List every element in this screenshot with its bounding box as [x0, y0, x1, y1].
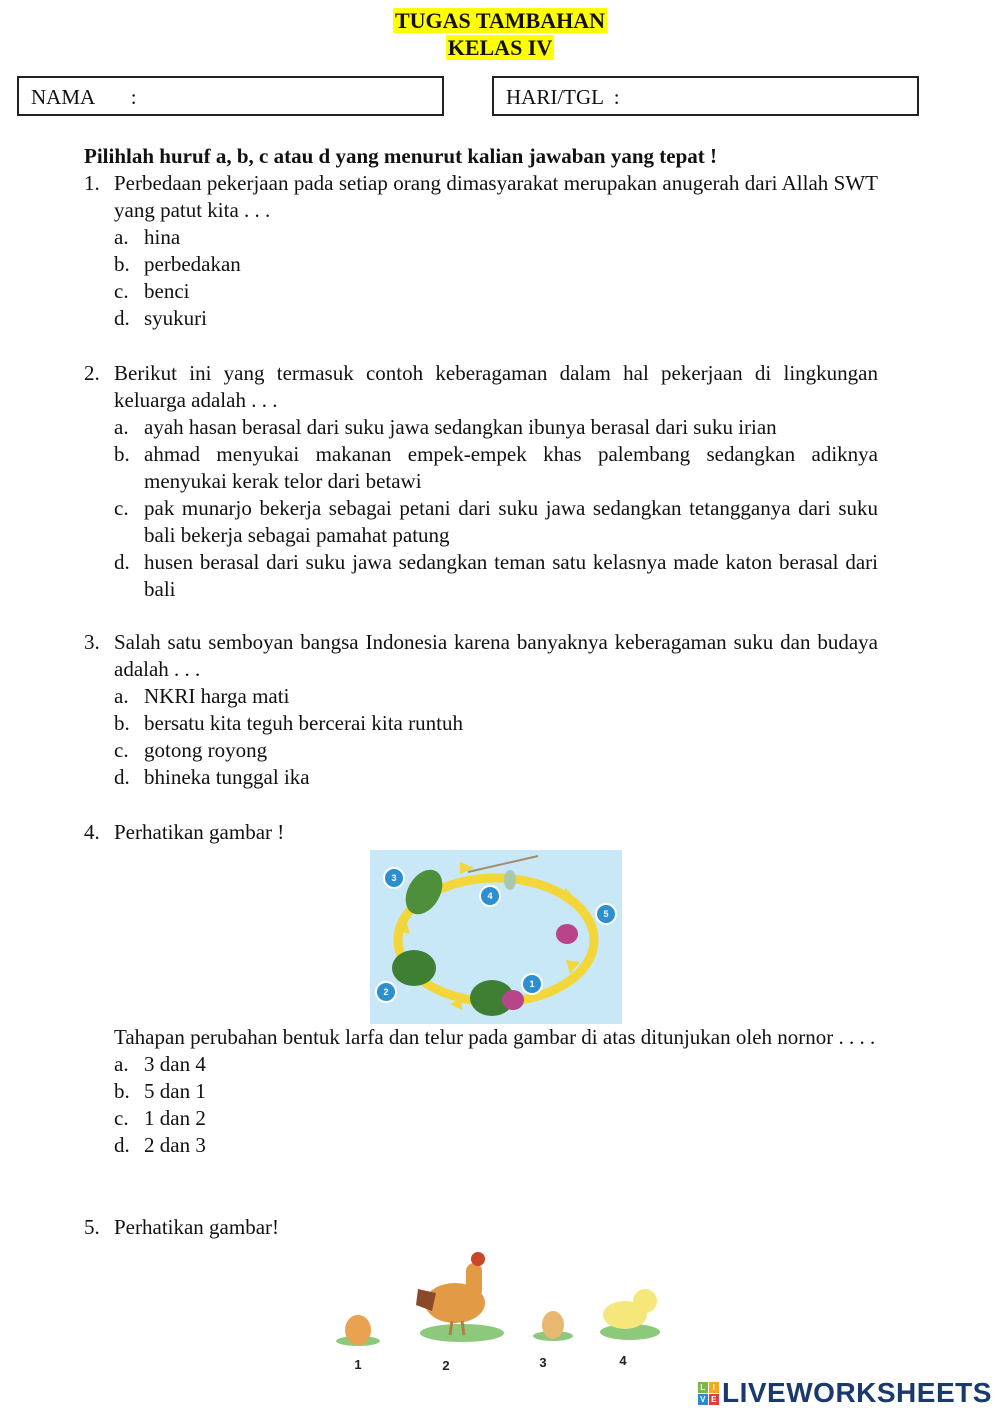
q-number: 5.: [84, 1215, 100, 1239]
option-b[interactable]: [114, 441, 878, 495]
q-number: 3.: [84, 630, 100, 654]
option-d[interactable]: [114, 1132, 878, 1159]
question-2: [84, 360, 878, 603]
question-3: [84, 629, 878, 791]
option-d[interactable]: [114, 305, 878, 332]
opt-letter: d.: [114, 765, 130, 789]
q-number: 2.: [84, 361, 100, 385]
q-text: Perhatikan gambar !: [114, 820, 285, 844]
question-5: [84, 1214, 878, 1241]
instruction: Pilihlah huruf a, b, c atau d yang menurut kalian jawaban yang tepat !: [84, 144, 718, 168]
opt-letter: a.: [114, 415, 129, 439]
opt-letter: b.: [114, 442, 130, 466]
opt-letter: a.: [114, 1052, 129, 1076]
q-text: Perhatikan gambar!: [114, 1215, 280, 1239]
logo-letter: V: [698, 1394, 708, 1405]
opt-text: syukuri: [144, 306, 207, 330]
opt-letter: a.: [114, 684, 129, 708]
q-text: Perbedaan pekerjaan pada setiap orang dimasyarakat merupakan anugerah dari Allah SWT yang patut kita . . .: [114, 171, 878, 222]
opt-letter: d.: [114, 1133, 130, 1157]
option-a[interactable]: [114, 414, 878, 441]
title-text: TUGAS TAMBAHAN: [394, 8, 606, 33]
q-number: 4.: [84, 820, 100, 844]
option-b[interactable]: [114, 710, 878, 737]
option-c[interactable]: [114, 737, 878, 764]
label-1: 1: [529, 979, 535, 989]
question-4: [84, 819, 878, 846]
option-a[interactable]: [114, 224, 878, 251]
label-4: 4: [619, 1353, 627, 1368]
question-1: [84, 170, 878, 332]
label-5: 5: [603, 909, 609, 919]
option-c[interactable]: [114, 278, 878, 305]
opt-letter: b.: [114, 1079, 130, 1103]
label-3: 3: [391, 873, 397, 883]
option-c[interactable]: [114, 495, 878, 549]
opt-text: 5 dan 1: [144, 1079, 206, 1103]
opt-letter: b.: [114, 252, 130, 276]
opt-text: benci: [144, 279, 190, 303]
option-b[interactable]: [114, 1078, 878, 1105]
q-followup-text: Tahapan perubahan bentuk larfa dan telur pada gambar di atas ditunjukan oleh nornor . . . .: [114, 1025, 876, 1049]
opt-letter: d.: [114, 306, 130, 330]
option-d[interactable]: [114, 549, 878, 603]
label-2: 2: [442, 1358, 450, 1373]
opt-text: bersatu kita teguh bercerai kita runtuh: [144, 711, 463, 735]
logo-icon: [698, 1382, 719, 1405]
logo-letter: E: [709, 1394, 719, 1405]
option-a[interactable]: [114, 1051, 878, 1078]
opt-letter: b.: [114, 711, 130, 735]
question-4-followup: [84, 1024, 878, 1159]
opt-text: NKRI harga mati: [144, 684, 290, 708]
opt-text: 3 dan 4: [144, 1052, 206, 1076]
opt-text: bhineka tunggal ika: [144, 765, 310, 789]
opt-text: pak munarjo bekerja sebagai petani dari suku jawa sedangkan tetangganya dari suku bali bekerja sebagai pamahat patung: [144, 496, 878, 547]
label-2: 2: [383, 987, 389, 997]
logo-letter: L: [698, 1382, 708, 1393]
q-text: Berikut ini yang termasuk contoh keberagaman dalam hal pekerjaan di lingkungan keluarga adalah . . .: [114, 361, 878, 412]
label-4: 4: [487, 891, 493, 901]
chicken-lifecycle-image: [320, 1245, 670, 1375]
opt-text: gotong royong: [144, 738, 268, 762]
option-b[interactable]: [114, 251, 878, 278]
q-text: Salah satu semboyan bangsa Indonesia karena banyaknya keberagaman suku dan budaya adalah . . .: [114, 630, 878, 681]
opt-text: 2 dan 3: [144, 1133, 206, 1157]
opt-letter: c.: [114, 279, 129, 303]
q-number: 1.: [84, 171, 100, 195]
opt-text: perbedakan: [144, 252, 241, 276]
opt-letter: d.: [114, 550, 130, 574]
hatching-chick: [542, 1311, 564, 1339]
class-text: KELAS IV: [447, 35, 553, 60]
option-c[interactable]: [114, 1105, 878, 1132]
option-a[interactable]: [114, 683, 878, 710]
logo-letter: I: [709, 1382, 719, 1393]
egg: [345, 1315, 371, 1345]
opt-letter: c.: [114, 1106, 129, 1130]
opt-text: 1 dan 2: [144, 1106, 206, 1130]
opt-text: hina: [144, 225, 181, 249]
option-d[interactable]: [114, 764, 878, 791]
name-field[interactable]: NAMA :: [17, 76, 444, 116]
liveworksheets-logo: [698, 1377, 992, 1409]
label-1: 1: [354, 1357, 362, 1372]
opt-text: ahmad menyukai makanan empek-empek khas palembang sedangkan adiknya menyukai kerak telor dari betawi: [144, 442, 878, 493]
opt-text: ayah hasan berasal dari suku jawa sedangkan ibunya berasal dari suku irian: [144, 415, 777, 439]
opt-text: husen berasal dari suku jawa sedangkan teman satu kelasnya made katon berasal dari bali: [144, 550, 878, 601]
opt-letter: c.: [114, 738, 129, 762]
opt-letter: c.: [114, 496, 129, 520]
date-field[interactable]: HARI/TGL :: [492, 76, 919, 116]
label-3: 3: [539, 1355, 547, 1370]
logo-text: LIVEWORKSHEETS: [722, 1377, 992, 1408]
worksheet-title: [0, 8, 1000, 34]
worksheet-class: [0, 35, 1000, 61]
butterfly-lifecycle-image: [370, 850, 622, 1024]
opt-letter: a.: [114, 225, 129, 249]
